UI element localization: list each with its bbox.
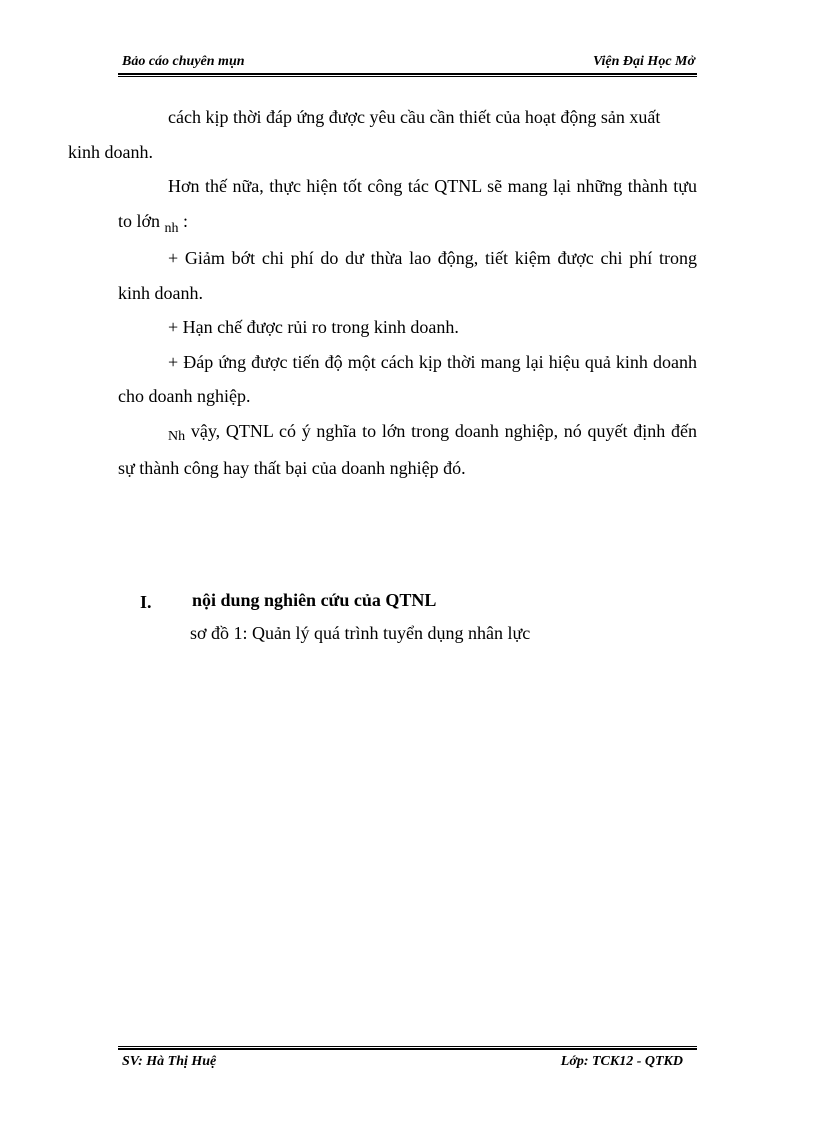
- footer-class: Lớp: TCK12 - QTKD: [560, 1054, 683, 1069]
- header-institute: Viện Đại Học Mở: [592, 54, 695, 69]
- page-footer: [118, 1052, 697, 1074]
- section-title: nội dung nghiên cứu của QTNL: [192, 590, 437, 610]
- footer-divider: [118, 1046, 697, 1050]
- page-header: [118, 51, 697, 73]
- paragraph-conclusion: [118, 414, 697, 486]
- paragraph-continuation: [68, 100, 697, 169]
- paragraph-fragment: nh: [164, 220, 179, 236]
- paragraph-text: vậy, QTNL có ý nghĩa to lớn trong doanh nghiệp, nó quyết định đến sự thành công hay thất bại của doanh nghiệp đó.: [118, 420, 697, 478]
- document-body: [68, 100, 697, 486]
- paragraph-benefits-intro: [118, 169, 697, 241]
- header-divider: [118, 73, 697, 77]
- paragraph-line: kinh doanh.: [68, 141, 153, 162]
- bullet-reduce-cost: + Giảm bớt chi phí do dư thừa lao động, tiết kiệm được chi phí trong kinh doanh.: [118, 248, 697, 303]
- bullet-limit-risk: + Hạn chế được rủi ro trong kinh doanh.: [168, 317, 459, 337]
- bullet-meet-schedule: + Đáp ứng được tiến độ một cách kịp thời mang lại hiệu quả kinh doanh cho doanh nghiệp.: [118, 351, 697, 406]
- section-numeral: I.: [140, 592, 152, 612]
- paragraph-colon: :: [183, 210, 189, 231]
- paragraph-text: Hơn thế nữa, thực hiện tốt công tác QTNL sẽ mang lại những thành tựu to lớn: [118, 176, 697, 231]
- paragraph-line: cách kịp thời đáp ứng được yêu cầu cần thiết của hoạt động sản xuất: [168, 107, 661, 127]
- header-report-title: Bảo cáo chuyên mụn: [122, 54, 245, 69]
- paragraph-fragment: Nh: [168, 428, 186, 444]
- diagram-caption: sơ đồ 1: Quản lý quá trình tuyển dụng nhân lực: [190, 623, 531, 643]
- footer-student: SV: Hà Thị Huệ: [122, 1054, 217, 1069]
